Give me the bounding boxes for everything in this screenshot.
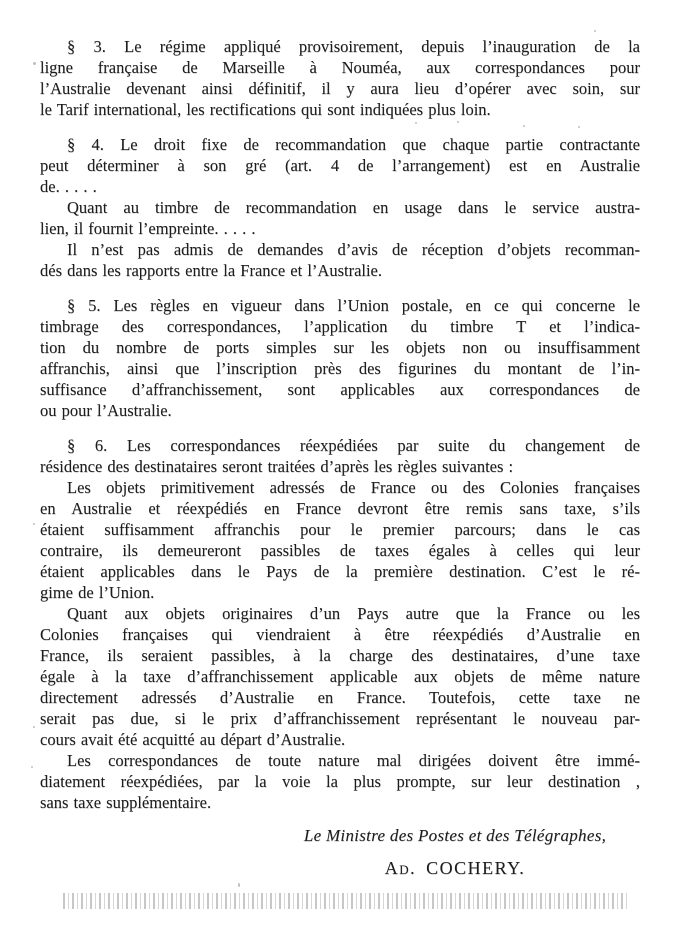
scan-speckle [33, 62, 36, 65]
text-line: § 5. Les règles en vigueur dans l’Union postale, en ce qui concerne le [67, 296, 640, 315]
text-line: lien, il fournit l’empreinte. . . . . [40, 219, 256, 238]
paragraph-s4 [40, 134, 640, 197]
text-line: résidence des destinataires seront traitées d’après les règles suivantes : [40, 457, 514, 476]
text-line: Les objets primitivement adressés de France ou des Colonies françaises [67, 478, 640, 497]
text-line: Quant aux objets originaires d’un Pays autre que la France ou les [67, 604, 640, 623]
scan-speckle [31, 766, 33, 768]
text-line: cours avait été acquitté au départ d’Australie. [40, 730, 346, 749]
text-line: le Tarif international, les rectifications qui sont indiquées plus loin. [40, 100, 491, 119]
paragraph-s6-objets-etrangers [40, 603, 640, 750]
text-line: ou pour l’Australie. [40, 401, 172, 420]
paragraph-s6-intro [40, 435, 640, 477]
text-line: affranchis, ainsi que l’inscription près des figurines du montant de l’in- [40, 359, 640, 378]
paragraph-s4-avis [40, 239, 640, 281]
scan-speckle [33, 523, 35, 525]
scan-speckle [594, 30, 596, 32]
scan-speckle [415, 122, 417, 124]
scan-speckle [457, 121, 459, 123]
text-line: l’Australie devenant ainsi définitif, il y aura lieu d’opérer avec soin, sur [40, 79, 640, 98]
text-line: de. . . . . [40, 177, 97, 196]
paragraph-s6-mal-dirigees [40, 750, 640, 813]
scan-speckle [33, 726, 35, 728]
text-line: égale à la taxe d’affranchissement applicable aux objets de même nature [40, 667, 640, 686]
text-line: France, ils seraient passibles, à la charge des destinataires, d’une taxe [40, 646, 640, 665]
text-line: gime de l’Union. [40, 583, 155, 602]
text-line: directement adressés d’Australie en France. Toutefois, cette taxe ne [40, 688, 640, 707]
paragraph-s4-timbre [40, 197, 640, 239]
scan-artifact-bar [63, 893, 629, 909]
text-line: timbrage des correspondances, l’application du timbre T et l’indica- [40, 317, 640, 336]
text-line: dés dans les rapports entre la France et l’Australie. [40, 261, 383, 280]
text-line: peut déterminer à son gré (art. 4 de l’arrangement) est en Australie [40, 156, 640, 175]
text-line: serait pas due, si le prix d’affranchissement représentant le nouveau par- [40, 709, 640, 728]
text-line: étaient suffisamment affranchis pour le premier parcours; dans le cas [40, 520, 640, 539]
signature-title: Le Ministre des Postes et des Télégraphes, [303, 826, 607, 845]
paragraph-s3 [40, 36, 640, 120]
text-line: tion du nombre de ports simples sur les objets non ou insuffisamment [40, 338, 640, 357]
text-line: Il n’est pas admis de demandes d’avis de réception d’objets recomman- [67, 240, 640, 259]
scan-speckle [238, 883, 240, 887]
text-line: Quant au timbre de recommandation en usage dans le service austra- [67, 198, 640, 217]
paragraph-s5 [40, 295, 640, 421]
text-line: étaient applicables dans le Pays de la première destination. C’est le ré- [40, 562, 640, 581]
text-line: ligne française de Marseille à Nouméa, aux correspondances pour [40, 58, 640, 77]
signature-name: Ad. COCHERY. [384, 858, 526, 878]
text-line: contraire, ils demeureront passibles de taxes égales à celles qui leur [40, 541, 640, 560]
text-line: § 6. Les correspondances réexpédiées par suite du changement de [67, 436, 640, 455]
paragraph-s6-regime-union [40, 477, 640, 603]
text-line: diatement réexpédiées, par la voie la plus prompte, sur leur destination , [40, 772, 640, 791]
text-line: § 4. Le droit fixe de recommandation que chaque partie contractante [67, 135, 640, 154]
scan-speckle [523, 125, 525, 127]
text-line: en Australie et réexpédiés en France devront être remis sans taxe, s’ils [40, 499, 640, 518]
text-line: Les correspondances de toute nature mal dirigées doivent être immé- [67, 751, 640, 770]
text-line: § 3. Le régime appliqué provisoirement, depuis l’inauguration de la [67, 37, 640, 56]
text-line: sans taxe supplémentaire. [40, 793, 212, 812]
text-line: Colonies françaises qui viendraient à être réexpédiés d’Australie en [40, 625, 640, 644]
signature-block [270, 825, 640, 879]
scan-speckle [578, 126, 580, 128]
text-line: suffisance d’affranchissement, sont applicables aux correspondances de [40, 380, 640, 399]
